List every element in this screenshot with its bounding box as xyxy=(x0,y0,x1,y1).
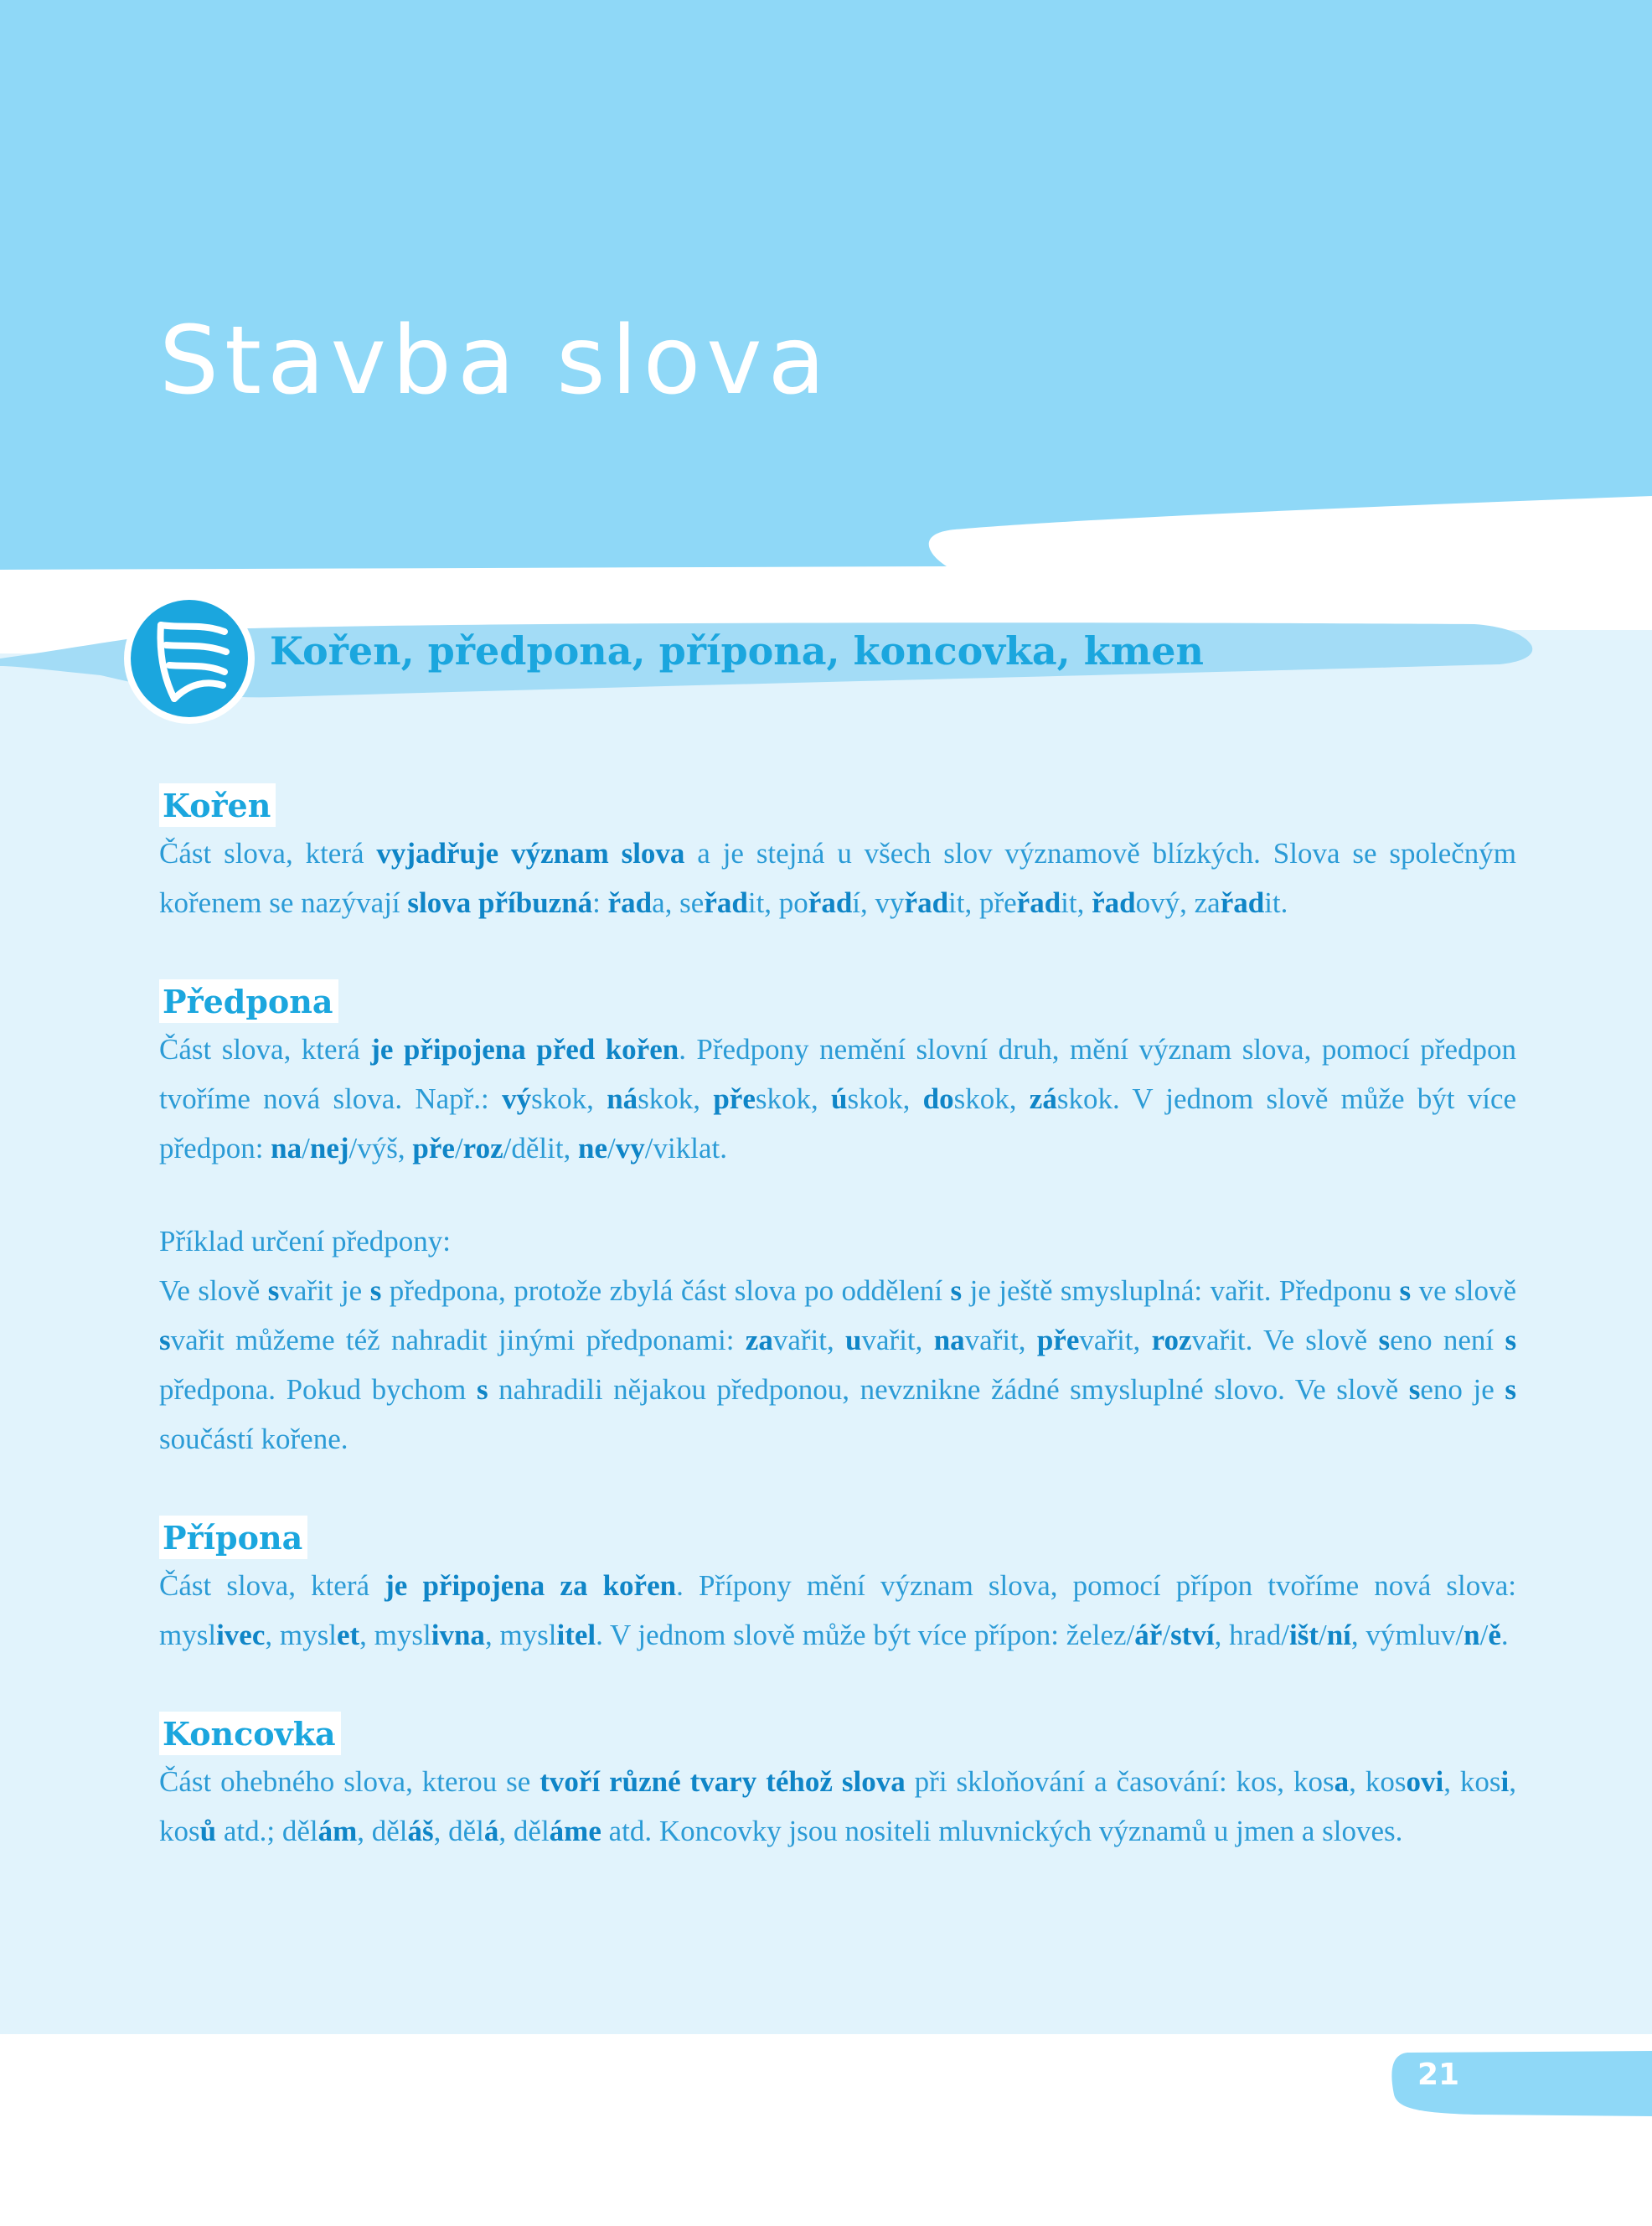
text-run: , mysl xyxy=(265,1619,337,1651)
page-number: 21 xyxy=(1417,2058,1460,2092)
emphasis-text: áš xyxy=(407,1815,434,1847)
text-run: , hrad/ xyxy=(1214,1619,1289,1651)
emphasis-text: řad xyxy=(704,886,748,919)
paragraph xyxy=(159,1757,1516,1856)
text-run: ve slově xyxy=(1411,1274,1516,1307)
emphasis-text: s xyxy=(1408,1373,1421,1406)
text-run: vařit, xyxy=(772,1324,846,1356)
emphasis-text: je připojena za kořen xyxy=(385,1569,677,1602)
block-heading: Koncovka xyxy=(159,1712,341,1755)
text-run: předpona. Pokud bychom xyxy=(159,1373,477,1406)
text-run: atd.; děl xyxy=(216,1815,318,1847)
emphasis-text: řad xyxy=(904,886,949,919)
block-heading: Přípona xyxy=(159,1516,307,1559)
emphasis-text: ní xyxy=(1326,1619,1351,1651)
content-block xyxy=(159,1712,1516,1856)
text-run: Část slova, která xyxy=(159,1033,371,1066)
emphasis-text: s xyxy=(950,1274,963,1307)
emphasis-text: ě xyxy=(1488,1619,1501,1651)
text-run: vařit je xyxy=(279,1274,370,1307)
emphasis-text: u xyxy=(845,1324,862,1356)
text-run: . xyxy=(1500,1619,1509,1651)
text-run: eno je xyxy=(1420,1373,1505,1406)
emphasis-text: na xyxy=(933,1324,965,1356)
emphasis-text: ář xyxy=(1134,1619,1163,1651)
emphasis-text: vyjadřuje význam slova xyxy=(376,837,685,870)
emphasis-text: ná xyxy=(607,1082,638,1115)
content-block xyxy=(159,1516,1516,1660)
header-band xyxy=(0,0,1652,570)
text-run: a je stejná u všech slov významově blízkých. Slova se společným kořenem se nazývají xyxy=(159,837,1516,919)
emphasis-text: vy xyxy=(615,1132,645,1165)
emphasis-text: řad xyxy=(1220,886,1265,919)
emphasis-text: nej xyxy=(309,1132,349,1165)
emphasis-text: itel xyxy=(556,1619,596,1651)
emphasis-text: pře xyxy=(412,1132,455,1165)
emphasis-text: roz xyxy=(1151,1324,1192,1356)
emphasis-text: áme xyxy=(549,1815,601,1847)
emphasis-text: vý xyxy=(502,1082,532,1115)
text-run: součástí kořene. xyxy=(159,1423,348,1455)
text-run: , děl xyxy=(498,1815,550,1847)
text-run: / xyxy=(1479,1619,1489,1651)
page-title: Stavba slova xyxy=(159,307,832,416)
emphasis-text: pře xyxy=(713,1082,756,1115)
emphasis-text: n xyxy=(1464,1619,1480,1651)
text-run: při skloňování a časování: kos, kos xyxy=(905,1765,1335,1798)
text-run: /výš, xyxy=(348,1132,413,1165)
emphasis-text: ne xyxy=(578,1132,608,1165)
text-run: . V jednom slově může být více přípon: želez/ xyxy=(596,1619,1135,1651)
text-run: je ještě smysluplná: vařit. Předponu xyxy=(962,1274,1400,1307)
text-run: it, po xyxy=(747,886,808,919)
text-run: , kos xyxy=(1349,1765,1407,1798)
text-run: . Přípony mění význam slova, pomocí přípon tvoříme nová slova: mysl xyxy=(159,1569,1516,1651)
text-run: /viklat. xyxy=(644,1132,727,1165)
emphasis-text: na xyxy=(271,1132,302,1165)
text-run: Příklad určení předpony: xyxy=(159,1225,451,1258)
emphasis-text: s xyxy=(267,1274,280,1307)
emphasis-text: řad xyxy=(1092,886,1136,919)
paragraph xyxy=(159,1266,1516,1464)
emphasis-text: do xyxy=(922,1082,954,1115)
emphasis-text: je připojena před kořen xyxy=(370,1033,679,1066)
text-run: předpona, protože zbylá část slova po oddělení xyxy=(381,1274,951,1307)
text-run: it, xyxy=(1061,886,1092,919)
text-run: skok, xyxy=(531,1082,607,1115)
text-run: it. xyxy=(1264,886,1288,919)
text-run: , výmluv/ xyxy=(1350,1619,1464,1651)
text-run: it, pře xyxy=(948,886,1017,919)
text-run: Část ohebného slova, kterou se xyxy=(159,1765,540,1798)
emphasis-text: ovi xyxy=(1406,1765,1444,1798)
text-run: Ve slově xyxy=(159,1274,268,1307)
text-run: Část slova, která xyxy=(159,837,377,870)
emphasis-text: s xyxy=(369,1274,382,1307)
emphasis-text: ivec xyxy=(216,1619,266,1651)
text-run: skok, xyxy=(638,1082,714,1115)
emphasis-text: ství xyxy=(1170,1619,1215,1651)
text-run: eno není xyxy=(1390,1324,1505,1356)
text-run: / xyxy=(454,1132,463,1165)
emphasis-text: s xyxy=(1505,1373,1516,1406)
text-run: vařit můžeme též nahradit jinými předponami: xyxy=(170,1324,746,1356)
text-run: vařit, xyxy=(861,1324,934,1356)
paragraph xyxy=(159,829,1516,927)
emphasis-text: s xyxy=(1505,1324,1517,1356)
text-run: / xyxy=(1162,1619,1171,1651)
emphasis-text: s xyxy=(159,1324,171,1356)
text-run: a, se xyxy=(652,886,705,919)
text-run: . Předpony nemění slovní druh, mění význam slova, pomocí předpon tvoříme nová slova. Např.: xyxy=(159,1033,1516,1115)
text-run: Část slova, která xyxy=(159,1569,385,1602)
paragraph xyxy=(159,1025,1516,1173)
text-run: vařit, xyxy=(1079,1324,1152,1356)
text-run: atd. Koncovky jsou nositeli mluvnických významů u jmen a sloves. xyxy=(601,1815,1403,1847)
content-area xyxy=(159,783,1516,1908)
emphasis-text: s xyxy=(476,1373,488,1406)
text-run: nahradili nějakou předponou, nevznikne žádné smysluplné slovo. Ve slově xyxy=(488,1373,1409,1406)
emphasis-text: zá xyxy=(1029,1082,1057,1115)
block-heading: Kořen xyxy=(159,783,276,827)
section-title: Kořen, předpona, přípona, koncovka, kmen xyxy=(270,628,1204,674)
text-run: / xyxy=(302,1132,310,1165)
emphasis-text: i xyxy=(1500,1765,1510,1798)
text-run: , kos xyxy=(159,1765,1516,1847)
emphasis-text: řad xyxy=(1016,886,1061,919)
emphasis-text: za xyxy=(745,1324,773,1356)
emphasis-text: řad xyxy=(607,886,653,919)
emphasis-text: a xyxy=(1334,1765,1350,1798)
emphasis-text: tvoří různé tvary téhož slova xyxy=(539,1765,906,1798)
text-run: vařit. Ve slově xyxy=(1191,1324,1379,1356)
emphasis-text: pře xyxy=(1036,1324,1080,1356)
emphasis-text: ám xyxy=(317,1815,358,1847)
emphasis-text: ů xyxy=(199,1815,217,1847)
emphasis-text: roz xyxy=(462,1132,503,1165)
emphasis-text: slova příbuzná xyxy=(407,886,593,919)
emphasis-text: řad xyxy=(808,886,853,919)
text-run: , mysl xyxy=(484,1619,557,1651)
paragraph xyxy=(159,1216,1516,1266)
paragraph xyxy=(159,1561,1516,1660)
emphasis-text: ú xyxy=(831,1082,848,1115)
emphasis-text: išt xyxy=(1288,1619,1319,1651)
content-block xyxy=(159,783,1516,927)
text-run: vařit, xyxy=(964,1324,1037,1356)
text-run: : xyxy=(592,886,608,919)
text-run: , děl xyxy=(433,1815,484,1847)
emphasis-text: s xyxy=(1378,1324,1391,1356)
emphasis-text: ivna xyxy=(431,1619,485,1651)
block-heading: Předpona xyxy=(159,979,338,1023)
text-run: ový, za xyxy=(1135,886,1221,919)
text-run: , mysl xyxy=(359,1619,431,1651)
text-run: í, vy xyxy=(852,886,905,919)
text-run: , děl xyxy=(357,1815,408,1847)
content-block xyxy=(159,979,1516,1464)
text-run: / xyxy=(607,1132,616,1165)
emphasis-text: et xyxy=(336,1619,360,1651)
text-run: , kos xyxy=(1443,1765,1501,1798)
text-run: / xyxy=(1318,1619,1327,1651)
book-pages-icon xyxy=(122,591,256,726)
emphasis-text: s xyxy=(1399,1274,1412,1307)
text-run: skok, xyxy=(755,1082,832,1115)
emphasis-text: á xyxy=(483,1815,499,1847)
text-run: skok, xyxy=(847,1082,923,1115)
text-run: skok. V jednom slově může být více předpon: xyxy=(159,1082,1517,1165)
text-run: /dělit, xyxy=(503,1132,579,1165)
text-run: skok, xyxy=(953,1082,1030,1115)
